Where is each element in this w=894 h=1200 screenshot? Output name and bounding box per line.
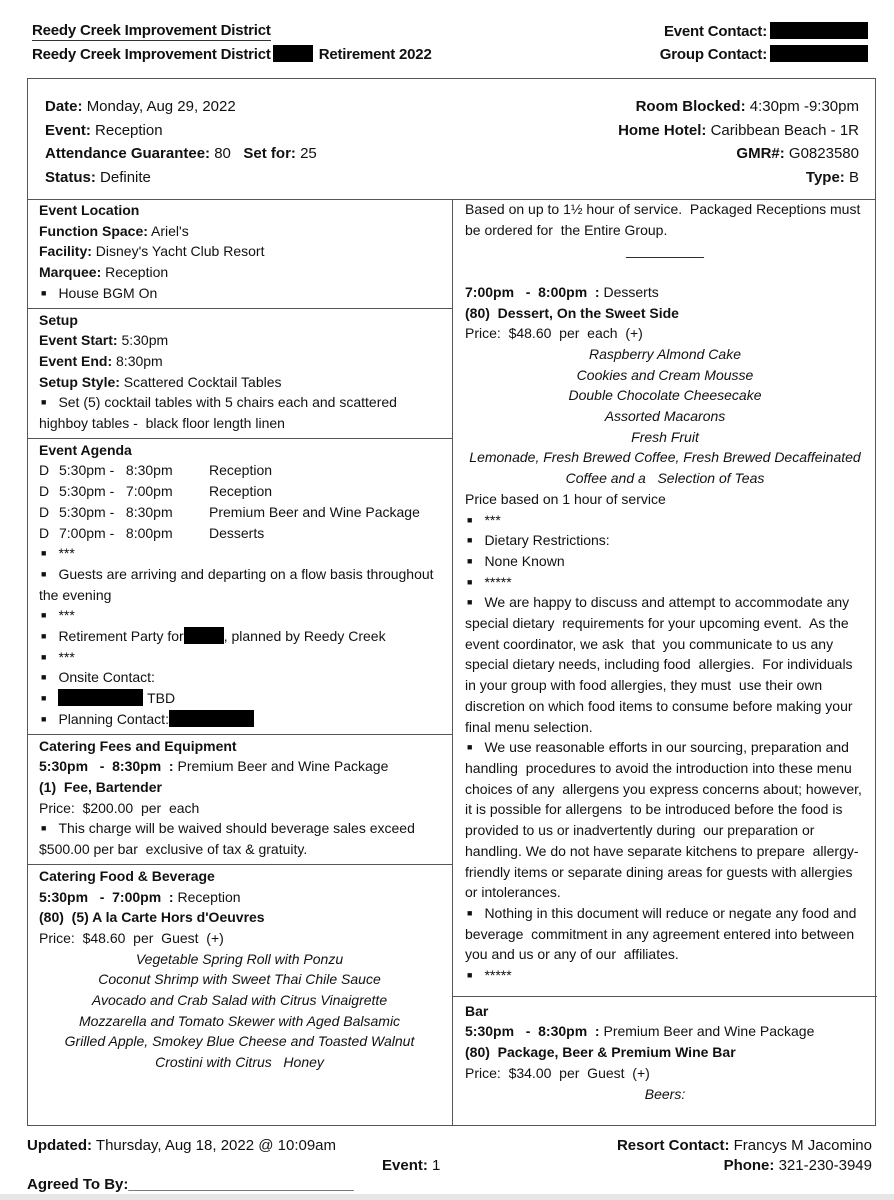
subtitle-suffix: Retirement 2022 xyxy=(318,46,432,63)
menu-item: Fresh Fruit xyxy=(631,428,699,445)
time-range: 5:30pm - 7:00pm : xyxy=(39,888,174,905)
resort-contact-value: Francys M Jacomino xyxy=(733,1137,872,1154)
info-row xyxy=(618,142,859,166)
info-value: Definite xyxy=(100,168,151,186)
bullet-item xyxy=(465,903,865,965)
redaction xyxy=(770,22,868,39)
event-info-box xyxy=(28,79,875,200)
time-item: Premium Beer and Wine Package xyxy=(603,1023,815,1040)
info-label: Date: xyxy=(45,98,83,115)
subtitle-prefix: Reedy Creek Improvement District xyxy=(32,46,271,63)
field-value: Scattered Cocktail Tables xyxy=(123,373,282,390)
text-line: Price: $48.60 per Guest (+) xyxy=(39,929,224,946)
bullet-text: Planning Contact: xyxy=(58,710,169,727)
menu-item: Cookies and Cream Mousse xyxy=(576,366,754,383)
event-number xyxy=(382,1157,440,1174)
right-section xyxy=(453,996,877,1109)
redaction xyxy=(273,45,313,62)
bullet-text: None Known xyxy=(484,552,565,569)
field-value: 5:30pm xyxy=(121,332,169,349)
field-label: Event Start: xyxy=(39,332,118,349)
phone-label: Phone: xyxy=(723,1157,775,1174)
agenda-status: D xyxy=(39,483,50,500)
time-range: 5:30pm - 8:30pm : xyxy=(465,1023,600,1040)
agenda-status: D xyxy=(39,524,50,541)
time-item: Premium Beer and Wine Package xyxy=(177,758,389,775)
info-row xyxy=(618,166,859,190)
bullet-item xyxy=(465,965,865,986)
agenda-time: 7:00pm - 8:00pm xyxy=(59,524,173,541)
field-value: 8:30pm xyxy=(116,352,163,369)
bullet-text: Dietary Restrictions: xyxy=(484,532,610,549)
resort-contact xyxy=(617,1137,872,1154)
horizontal-scrollbar[interactable] xyxy=(0,1194,894,1200)
event-number-label: Event: xyxy=(382,1157,428,1174)
info-row xyxy=(45,142,317,166)
bullet-text: *** xyxy=(58,607,75,624)
time-row xyxy=(39,756,440,777)
left-section xyxy=(28,865,452,1077)
info-row xyxy=(45,95,317,119)
menu-item: Lemonade, Fresh Brewed Coffee, Fresh Brewed Decaffeinated Coffee and a Selection of Teas xyxy=(469,449,865,487)
phone xyxy=(724,1157,872,1174)
bullet-item xyxy=(39,392,440,433)
agenda-row xyxy=(39,460,440,481)
time-item: Desserts xyxy=(603,283,659,300)
event-contact xyxy=(664,22,868,40)
redaction xyxy=(58,689,143,706)
section-title: Setup xyxy=(39,311,78,328)
updated-value: Thursday, Aug 18, 2022 @ 10:09am xyxy=(95,1137,337,1154)
info-label: Attendance Guarantee: xyxy=(45,145,211,162)
field-row xyxy=(39,372,440,393)
info-label: Event: xyxy=(45,121,91,139)
info-label: Type: xyxy=(805,168,845,186)
menu-item: Coconut Shrimp with Sweet Thai Chile Sauce xyxy=(98,971,381,988)
bullet-item xyxy=(39,818,440,859)
field-value: Reception xyxy=(105,264,169,281)
section-title: Bar xyxy=(465,1002,489,1019)
field-label: Facility: xyxy=(39,243,92,260)
time-row xyxy=(465,1021,865,1042)
info-value: B xyxy=(848,168,859,186)
bullet-item xyxy=(465,530,865,551)
agenda-status: D xyxy=(39,503,50,520)
bullet-text: ***** xyxy=(484,573,512,590)
field-row xyxy=(39,262,440,283)
bullet-item xyxy=(39,647,440,668)
redaction xyxy=(184,627,224,644)
agenda-row xyxy=(39,502,440,523)
bullet-text: *** xyxy=(58,545,75,562)
agenda-time: 5:30pm - 7:00pm xyxy=(59,483,173,500)
bullet-item xyxy=(465,737,865,903)
agenda-status: D xyxy=(39,462,50,479)
text-line: Price: $200.00 per each xyxy=(39,799,200,816)
bullet-item xyxy=(465,592,865,737)
info-row xyxy=(45,119,317,143)
event-number-value: 1 xyxy=(432,1157,441,1174)
bullet-item xyxy=(39,543,440,564)
menu-package: (80) Package, Beer & Premium Wine Bar xyxy=(465,1044,736,1061)
menu-item: Assorted Macarons xyxy=(604,408,726,425)
bullet-text: Retirement Party for xyxy=(58,628,184,645)
time-range: 5:30pm - 8:30pm : xyxy=(39,758,174,775)
menu-package: (80) (5) A la Carte Hors d'Oeuvres xyxy=(39,909,265,926)
info-value: Monday, Aug 29, 2022 xyxy=(86,98,236,115)
text-line: Price based on 1 hour of service xyxy=(465,490,666,507)
redaction xyxy=(169,710,254,727)
menu-item: Double Chocolate Cheesecake xyxy=(568,387,762,404)
updated-line xyxy=(27,1137,336,1154)
menu-item: Vegetable Spring Roll with Ponzu xyxy=(135,950,344,967)
group-contact xyxy=(660,45,868,63)
agreed-to-by: Agreed To By:___________________________ xyxy=(27,1176,354,1193)
bullet-text: ***** xyxy=(484,967,512,984)
bullet-text: Guests are arriving and departing on a flow basis throughout the evening xyxy=(39,565,438,603)
bullet-text: *** xyxy=(58,648,75,665)
bullet-item xyxy=(39,709,440,730)
bullet-item xyxy=(39,626,440,647)
bullet-text: , planned by Reedy Creek xyxy=(223,628,386,645)
bullet-text: TBD xyxy=(143,690,176,707)
menu-package: (1) Fee, Bartender xyxy=(39,778,162,795)
left-section xyxy=(28,439,452,735)
field-row xyxy=(39,351,440,372)
bullet-item xyxy=(39,283,440,304)
left-section xyxy=(28,309,452,439)
agenda-item: Reception xyxy=(209,483,273,500)
menu-item: Beers: xyxy=(644,1085,686,1102)
bullet-text: Onsite Contact: xyxy=(58,669,155,686)
info-label: Status: xyxy=(45,168,96,186)
agenda-row xyxy=(39,523,440,544)
bullet-item xyxy=(465,551,865,572)
agenda-item: Desserts xyxy=(209,524,265,541)
field-label: Function Space: xyxy=(39,222,148,239)
agenda-item: Reception xyxy=(209,462,273,479)
agenda-item: Premium Beer and Wine Package xyxy=(209,503,420,520)
beo-document xyxy=(27,78,876,1126)
time-row xyxy=(465,282,865,303)
section-title: Catering Food & Beverage xyxy=(39,867,215,884)
event-info-left xyxy=(45,95,317,189)
agenda-time: 5:30pm - 8:30pm xyxy=(59,462,173,479)
field-value: Ariel's xyxy=(151,222,189,239)
info-value: Caribbean Beach - 1R xyxy=(710,121,859,139)
resort-contact-label: Resort Contact: xyxy=(616,1137,730,1154)
event-subtitle xyxy=(32,45,432,63)
phone-value: 321-230-3949 xyxy=(778,1157,872,1174)
field-row xyxy=(39,221,440,242)
info-label: Home Hotel: xyxy=(618,121,707,139)
field-label: Setup Style: xyxy=(39,373,120,390)
bullet-text: We use reasonable efforts in our sourcing, preparation and handling procedures to avoid the introduction into these menu choices of any allergens you express concerns about; however, it is possible for allergens to be introduced before the food is provided to us or inadvertently during our preparation or handling. We do not have separate kitchens to prepare allergy-friendly items or separate dining areas for guests with allergies or intolerances. xyxy=(465,739,866,901)
redaction xyxy=(770,45,868,62)
left-section xyxy=(28,735,452,865)
info-row xyxy=(618,95,859,119)
info-value: 25 xyxy=(300,145,317,162)
group-contact-label: Group Contact: xyxy=(659,46,767,63)
right-section xyxy=(453,199,877,990)
left-column xyxy=(28,199,452,1077)
bullet-text: House BGM On xyxy=(58,284,158,301)
right-column xyxy=(453,199,877,1108)
updated-label: Updated: xyxy=(27,1137,92,1154)
info-value: Reception xyxy=(95,121,163,139)
info-label: GMR#: xyxy=(736,145,785,162)
bullet-text: We are happy to discuss and attempt to accommodate any special dietary requirements for your upcoming event. As the event coordinator, we ask that you communicate to us any special dietary needs, including food allergies. For individuals in your group with food allergies, they must use their own discretion on which food items to consume before making your final menu selection. xyxy=(465,594,857,735)
time-row xyxy=(39,887,440,908)
org-name: Reedy Creek Improvement District xyxy=(32,22,271,39)
info-value: G0823580 xyxy=(788,145,859,162)
field-row xyxy=(39,241,440,262)
info-row xyxy=(618,119,859,143)
bullet-item xyxy=(39,564,440,605)
menu-item: Grilled Apple, Smokey Blue Cheese and Toasted Walnut xyxy=(64,1033,415,1050)
blank-line xyxy=(465,261,865,282)
bullet-text: Set (5) cocktail tables with 5 chairs each and scattered highboy tables - black floor length linen xyxy=(39,394,401,432)
field-label: Event End: xyxy=(39,352,113,369)
time-item: Reception xyxy=(177,888,241,905)
info-label: Room Blocked: xyxy=(635,98,746,115)
section-title: Event Location xyxy=(39,202,140,218)
text-line: Price: $48.60 per each (+) xyxy=(465,325,643,342)
section-title: Catering Fees and Equipment xyxy=(39,737,237,754)
menu-item: Avocado and Crab Salad with Citrus Vinaigrette xyxy=(91,992,388,1009)
section-title: Event Agenda xyxy=(39,441,132,458)
bullet-item xyxy=(39,688,440,709)
info-label: Set for: xyxy=(243,145,296,162)
text-line: Price: $34.00 per Guest (+) xyxy=(465,1064,650,1081)
info-value: 4:30pm -9:30pm xyxy=(749,98,859,115)
field-row xyxy=(39,330,440,351)
bullet-text: This charge will be waived should beverage sales exceed $500.00 per bar exclusive of tax & gratuity. xyxy=(39,820,419,858)
separator-line: __________ xyxy=(626,242,704,259)
bullet-item xyxy=(39,605,440,626)
event-info-right xyxy=(618,95,859,189)
bullet-text: *** xyxy=(484,511,501,528)
menu-item: Mozzarella and Tomato Skewer with Aged Balsamic xyxy=(78,1012,401,1029)
info-row xyxy=(45,166,317,190)
bullet-item xyxy=(465,510,865,531)
time-range: 7:00pm - 8:00pm : xyxy=(465,283,600,300)
info-value: 80 xyxy=(214,145,231,162)
agenda-time: 5:30pm - 8:30pm xyxy=(59,503,173,520)
event-contact-label: Event Contact: xyxy=(663,23,767,40)
menu-item: Crostini with Citrus Honey xyxy=(155,1054,324,1071)
field-label: Marquee: xyxy=(39,264,102,281)
field-value: Disney's Yacht Club Resort xyxy=(95,243,265,260)
agenda-row xyxy=(39,481,440,502)
bullet-item xyxy=(39,667,440,688)
left-section xyxy=(28,199,452,309)
text-line: Based on up to 1½ hour of service. Packaged Receptions must be ordered for the Entire Group. xyxy=(465,201,865,238)
menu-item: Raspberry Almond Cake xyxy=(589,345,741,362)
bullet-text: Nothing in this document will reduce or negate any food and beverage commitment in any agreement entered into between you and us or any of our affiliates. xyxy=(465,904,861,963)
menu-package: (80) Dessert, On the Sweet Side xyxy=(465,304,679,321)
bullet-item xyxy=(465,572,865,593)
